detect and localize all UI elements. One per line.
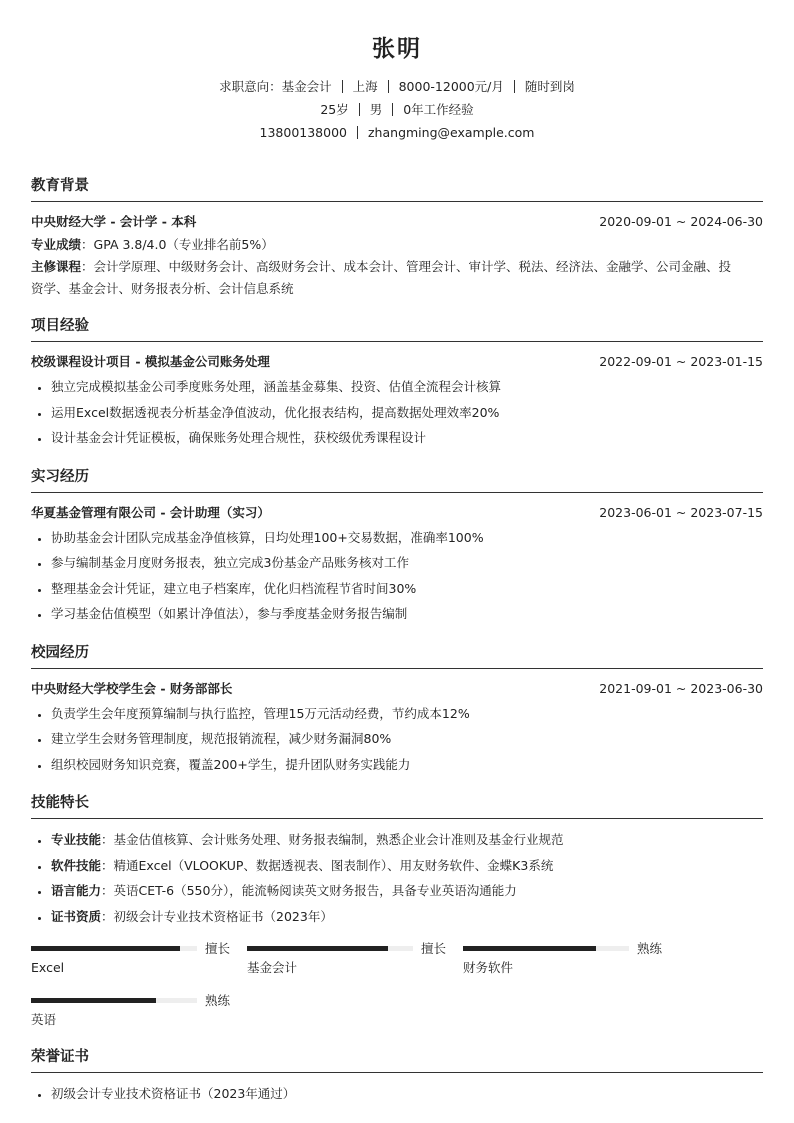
list-item [51, 904, 763, 930]
location: 上海 [342, 80, 388, 93]
list-item [51, 853, 763, 879]
internship-section [31, 465, 763, 627]
entry-header [31, 350, 763, 374]
availability: 随时到岗 [514, 80, 585, 93]
company-name: 华夏基金管理有限公司 - 会计助理（实习） [31, 504, 270, 520]
entry-date: 2022-09-01 ~ 2023-01-15 [599, 354, 763, 369]
skill-bar-fill [31, 998, 156, 1003]
skill-label: 证书资质 [51, 908, 102, 924]
list-item: • 整理基金会计凭证，建立电子档案库，优化归档流程节省时间30% [51, 576, 763, 602]
skill-bar [31, 946, 197, 951]
project-bullets [31, 374, 763, 451]
skill-level: 擅长 [205, 941, 231, 956]
education-section [31, 174, 763, 300]
job-intention: 求职意向：基金会计 [219, 79, 332, 94]
entry-header [31, 677, 763, 701]
internship-bullets [31, 525, 763, 627]
courses-text: ：会计学原理、中级财务会计、高级财务会计、成本会计、管理会计、审计学、税法、经济法、金融学、公司金融、投 [81, 259, 732, 274]
skill-name: 英语 [31, 1012, 57, 1027]
list-item: • 学习基金估值模型（如累计净值法），参与季度基金财务报告编制 [51, 601, 763, 627]
courses-line [31, 256, 763, 278]
list-item [51, 878, 763, 904]
skill-text: ：基金估值核算、会计账务处理、财务报表编制，熟悉企业会计准则及基金行业规范 [101, 832, 564, 847]
skill-bar-fill [463, 946, 596, 951]
entry-date: 2021-09-01 ~ 2023-06-30 [599, 680, 763, 696]
skill-name: 基金会计 [247, 960, 298, 975]
skill-level: 擅长 [421, 941, 447, 956]
skill-text: ：初级会计专业技术资格证书（2023年） [101, 908, 333, 924]
list-item: • 设计基金会计凭证模板，确保账务处理合规性，获校级优秀课程设计 [51, 425, 763, 451]
salary: 8000-12000元/月 [388, 80, 514, 93]
section-title: 教育背景 [31, 174, 763, 202]
skill-bar [463, 946, 629, 951]
skill-bar-fill [31, 946, 180, 951]
job-intention-row [31, 75, 763, 98]
campus-bullets [31, 701, 763, 778]
skill-name: Excel [31, 960, 65, 975]
honors-bullets [31, 1081, 763, 1107]
section-title: 荣誉证书 [31, 1045, 763, 1073]
school-name: 中央财经大学 - 会计学 - 本科 [31, 214, 197, 229]
phone: 13800138000 [259, 125, 347, 140]
skills-bullets [31, 827, 763, 929]
skill-bar-fill [247, 946, 388, 951]
skill-level: 熟练 [637, 941, 663, 956]
projects-section [31, 314, 763, 451]
skill-label: 语言能力 [51, 883, 102, 898]
honors-section [31, 1045, 763, 1107]
entry-header [31, 210, 763, 234]
contact-row [31, 121, 763, 144]
entry-date: 2020-09-01 ~ 2024-06-30 [599, 214, 763, 229]
list-item: • 协助基金会计团队完成基金净值核算，日均处理100+交易数据，准确率100% [51, 525, 763, 551]
gender: 男 [359, 103, 393, 116]
skill-label: 软件技能 [51, 857, 102, 873]
list-item: • 组织校园财务知识竞赛，覆盖200+学生，提升团队财务实践能力 [51, 752, 763, 778]
section-title: 校园经历 [31, 641, 763, 669]
list-item: • 独立完成模拟基金公司季度账务处理，涵盖基金募集、投资、估值全流程会计核算 [51, 374, 763, 400]
resume-header [31, 0, 763, 144]
courses-label: 主修课程 [31, 259, 82, 274]
courses-line-continued: 资学、基金会计、财务报表分析、会计信息系统 [31, 281, 294, 296]
age: 25岁 [320, 102, 349, 117]
experience: 0年工作经验 [392, 103, 483, 116]
section-title: 实习经历 [31, 465, 763, 493]
email: zhangming@example.com [357, 126, 544, 139]
skill-bars [31, 939, 763, 1043]
section-title: 技能特长 [31, 791, 763, 819]
list-item: • 负责学生会年度预算编制与执行监控，管理15万元活动经费，节约成本12% [51, 701, 763, 727]
list-item [51, 827, 763, 853]
skill-text: ：精通Excel（VLOOKUP、数据透视表、图表制作）、用友财务软件、金蝶K3系统 [101, 857, 554, 873]
list-item: • 运用Excel数据透视表分析基金净值波动，优化报表结构，提高数据处理效率20% [51, 400, 763, 426]
personal-info-row [31, 98, 763, 121]
entry-header [31, 501, 763, 525]
organization-name: 中央财经大学校学生会 - 财务部部长 [31, 680, 233, 696]
skill-name: 财务软件 [463, 960, 514, 975]
gpa-label: 专业成绩 [31, 237, 82, 252]
skill-bar [247, 946, 413, 951]
skill-text: ：英语CET-6（550分），能流畅阅读英文财务报告，具备专业英语沟通能力 [101, 883, 517, 898]
list-item: • 建立学生会财务管理制度，规范报销流程，减少财务漏洞80% [51, 726, 763, 752]
section-title: 项目经验 [31, 314, 763, 342]
skill-bar [31, 998, 197, 1003]
gpa-line [31, 234, 763, 256]
list-item: • 参与编制基金月度财务报表，独立完成3份基金产品账务核对工作 [51, 550, 763, 576]
skill-bar-item [31, 991, 247, 1031]
skills-section [31, 791, 763, 1043]
skill-bar-item [31, 939, 247, 979]
campus-section [31, 641, 763, 778]
list-item: • 初级会计专业技术资格证书（2023年通过） [51, 1081, 763, 1107]
skill-label: 专业技能 [51, 832, 102, 847]
project-name: 校级课程设计项目 - 模拟基金公司账务处理 [31, 354, 270, 369]
skill-level: 熟练 [205, 993, 231, 1008]
gpa-value: ：GPA 3.8/4.0（专业排名前5%） [81, 237, 274, 252]
skill-bar-item [247, 939, 463, 979]
entry-date: 2023-06-01 ~ 2023-07-15 [599, 504, 763, 520]
candidate-name: 张明 [372, 36, 422, 62]
skill-bar-item [463, 939, 679, 979]
